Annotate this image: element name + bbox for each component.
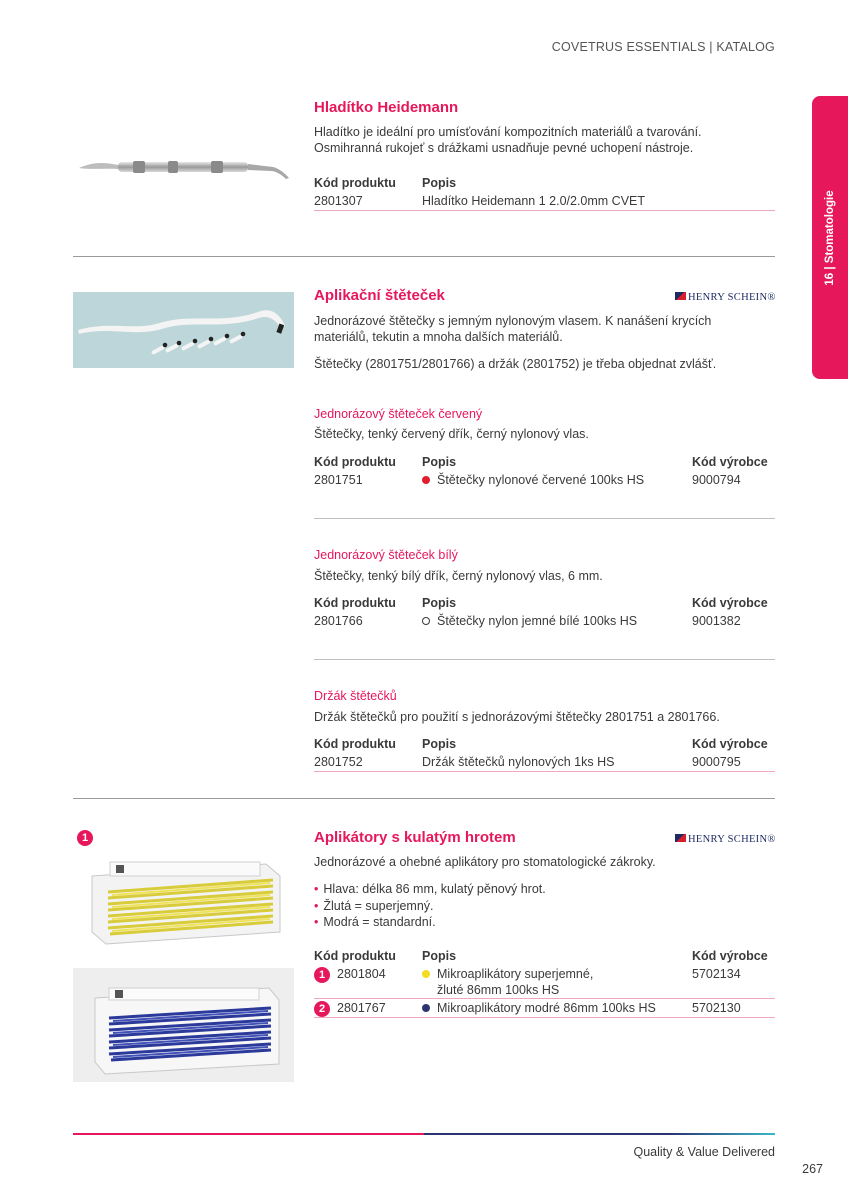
product-code[interactable]: 2801766	[314, 614, 363, 628]
manufacturer-code: 9000795	[692, 755, 741, 769]
row-badge-1: 1	[314, 967, 330, 983]
blue-applicators-image	[73, 968, 294, 1082]
column-header-desc: Popis	[422, 737, 457, 751]
row-divider	[314, 210, 775, 211]
row-badge-2: 2	[314, 1001, 330, 1017]
variant-description-holder: Držák štětečků pro použití s jednorázovými štětečky 2801751 a 2801766.	[314, 710, 720, 724]
section-tab-label: 16 | Stomatologie	[824, 189, 836, 286]
column-header-code: Kód produktu	[314, 596, 396, 610]
list-item: • Žlutá = superjemný.	[314, 898, 546, 915]
column-header-mfr: Kód výrobce	[692, 455, 768, 469]
product-title-brush: Aplikační štěteček	[314, 287, 445, 304]
henry-schein-flag-icon	[675, 834, 686, 842]
product-code[interactable]: 2801804	[337, 967, 386, 981]
heidemann-instrument-image	[73, 140, 295, 200]
variant-title-holder: Držák štětečků	[314, 689, 397, 703]
product-desc: Hladítko Heidemann 1 2.0/2.0mm CVET	[422, 194, 646, 208]
product-code[interactable]: 2801307	[314, 194, 363, 208]
henry-schein-flag-icon	[675, 292, 686, 300]
product-desc: Štětečky nylonové červené 100ks HS	[422, 472, 644, 488]
product-title-applicators: Aplikátory s kulatým hrotem	[314, 829, 516, 846]
column-header-code: Kód produktu	[314, 176, 396, 190]
red-color-dot-icon	[422, 476, 430, 484]
product-desc: Štětečky nylon jemné bílé 100ks HS	[422, 613, 637, 629]
yellow-color-dot-icon	[422, 970, 430, 978]
column-header-code: Kód produktu	[314, 949, 396, 963]
yellow-applicators-image	[88, 854, 284, 946]
variant-divider	[314, 659, 775, 660]
product-desc: Mikroaplikátory superjemné, žluté 86mm 100ks HS	[422, 966, 593, 998]
catalog-header: COVETRUS ESSENTIALS | KATALOG	[551, 40, 775, 54]
product-title-heidemann: Hladítko Heidemann	[314, 99, 459, 116]
manufacturer-code: 9001382	[692, 614, 741, 628]
feature-list	[314, 881, 546, 931]
white-color-dot-icon	[422, 617, 430, 625]
navy-color-dot-icon	[422, 1004, 430, 1012]
variant-divider	[314, 518, 775, 519]
row-divider	[314, 771, 775, 772]
column-header-code: Kód produktu	[314, 455, 396, 469]
section-separator	[73, 256, 775, 257]
product-desc: Držák štětečků nylonových 1ks HS	[422, 755, 615, 769]
column-header-desc: Popis	[422, 455, 457, 469]
brand-logo-henry-schein: HENRY SCHEIN®	[675, 834, 776, 845]
product-desc: Mikroaplikátory modré 86mm 100ks HS	[422, 1000, 656, 1016]
product-order-note: Štětečky (2801751/2801766) a držák (2801752) je třeba objednat zvlášť.	[314, 357, 717, 371]
list-item: • Modrá = standardní.	[314, 914, 546, 931]
product-description-applicators: Jednorázové a ohebné aplikátory pro stomatologické zákroky.	[314, 855, 656, 869]
image-badge-1: 1	[77, 830, 93, 846]
brand-logo-henry-schein: HENRY SCHEIN®	[675, 292, 776, 303]
column-header-mfr: Kód výrobce	[692, 949, 768, 963]
product-code[interactable]: 2801752	[314, 755, 363, 769]
product-code[interactable]: 2801767	[337, 1001, 386, 1015]
manufacturer-code: 9000794	[692, 473, 741, 487]
section-tab[interactable]	[812, 96, 848, 379]
footer-tagline: Quality & Value Delivered	[633, 1145, 775, 1159]
row-divider	[314, 998, 775, 999]
variant-description-white: Štětečky, tenký bílý dřík, černý nylonový vlas, 6 mm.	[314, 569, 603, 583]
product-description-brush: Jednorázové štětečky s jemným nylonovým vlasem. K nanášení krycích materiálů, tekutin a mnoha dalších materiálů.	[314, 314, 712, 344]
page-number: 267	[802, 1162, 823, 1176]
column-header-mfr: Kód výrobce	[692, 737, 768, 751]
brush-applicator-image	[73, 292, 294, 368]
variant-title-white: Jednorázový štěteček bílý	[314, 548, 458, 562]
variant-description-red: Štětečky, tenký červený dřík, černý nylonový vlas.	[314, 427, 589, 441]
product-description-heidemann: Hladítko je ideální pro umísťování kompozitních materiálů a tvarování. Osmihranná rukojeť s drážkami usnadňuje pevné uchopení nástroje.	[314, 125, 702, 155]
column-header-mfr: Kód výrobce	[692, 596, 768, 610]
column-header-desc: Popis	[422, 176, 457, 190]
list-item: • Hlava: délka 86 mm, kulatý pěnový hrot.	[314, 881, 546, 898]
column-header-code: Kód produktu	[314, 737, 396, 751]
section-separator	[73, 798, 775, 799]
variant-title-red: Jednorázový štěteček červený	[314, 407, 483, 421]
manufacturer-code: 5702134	[692, 967, 741, 981]
column-header-desc: Popis	[422, 949, 457, 963]
row-divider	[314, 1017, 775, 1018]
footer-color-bar	[73, 1133, 775, 1135]
manufacturer-code: 5702130	[692, 1001, 741, 1015]
column-header-desc: Popis	[422, 596, 457, 610]
product-code[interactable]: 2801751	[314, 473, 363, 487]
